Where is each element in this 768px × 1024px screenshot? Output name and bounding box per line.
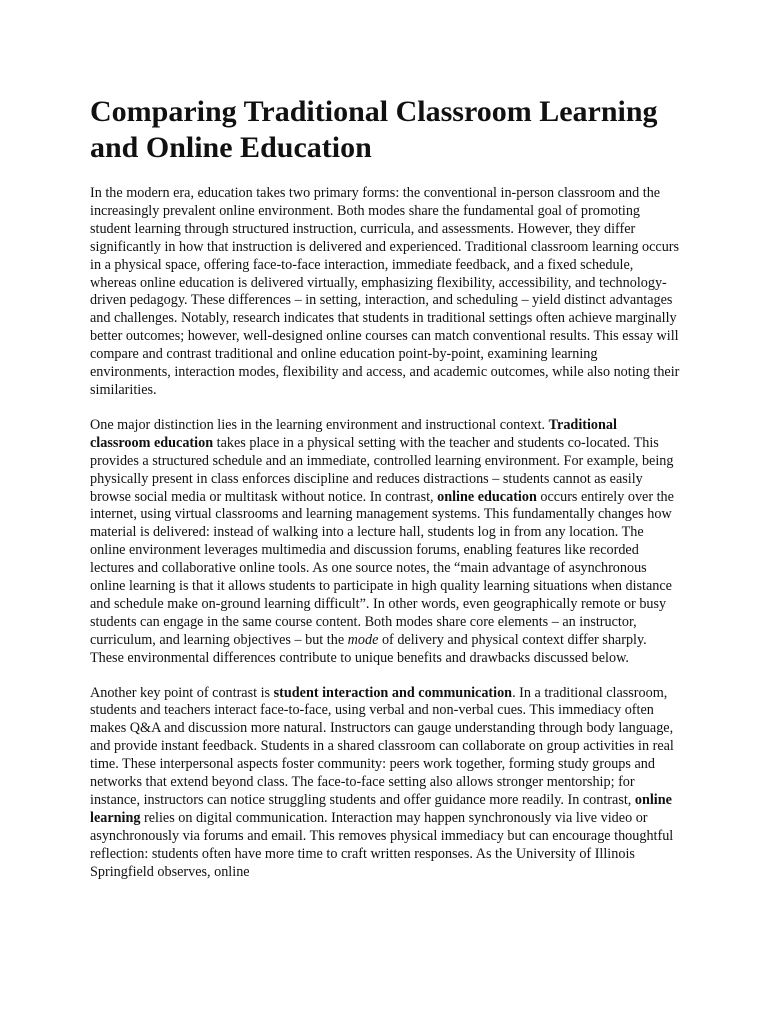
paragraph-intro	[90, 185, 680, 400]
paragraph-text: takes place in a physical setting with the teacher and students co-located. This provides a structured schedule and an immediate, controlled learning environment. For example, being physically present in class enforces discipline and reduces distractions – students cannot as easily browse social media or multitask without notice. In contrast,	[90, 434, 674, 505]
paragraph-interaction	[90, 685, 680, 882]
intro-text: In the modern era, education takes two primary forms: the conventional in-person classroom and the increasingly prevalent online environment. Both modes share the fundamental goal of promoting student learning through structured instruction, curricula, and assessments. However, they differ significantly in how that instruction is delivered and experienced. Traditional classroom learning occurs in a physical space, offering face-to-face interaction, immediate feedback, and a fixed schedule, whereas online education is delivered virtually, emphasizing flexibility, accessibility, and technology-driven pedagogy. These differences – in setting, interaction, and scheduling – yield distinct advantages and challenges. Notably, research indicates that students in traditional settings often achieve marginally better outcomes; however, well-designed online courses can match conventional results. This essay will compare and contrast traditional and online education point-by-point, examining learning environments, interaction modes, flexibility and access, and academic outcomes, while also noting their similarities.	[90, 185, 680, 398]
paragraph-text: of delivery and physical context differ sharply. These environmental differences contribute to unique benefits and drawbacks discussed below.	[90, 631, 647, 666]
emphasis-traditional-classroom-education: Traditional classroom education	[90, 416, 617, 451]
emphasis-online-education: online education	[437, 488, 537, 505]
emphasis-online-learning: online learning	[90, 792, 672, 826]
paragraph-text: relies on digital communication. Interaction may happen synchronously via live video or asynchronously via forums and email. This removes physical immediacy but can encourage thoughtful reflection: students often have more time to craft written responses. As the University of Illinois Springfield observes, online	[90, 809, 674, 880]
paragraph-learning-environment	[90, 417, 680, 668]
paragraph-text: . In a traditional classroom, students and teachers interact face-to-face, using verbal and non-verbal cues. This immediacy often makes Q&A and discussion more natural. Instructors can gauge understanding through body language, and provide instant feedback. Students in a shared classroom can collaborate on group activities in real time. These interpersonal aspects foster community: peers work together, forming study groups and networks that extend beyond class. The face-to-face setting also allows stronger mentorship; for instance, instructors can notice struggling students and offer guidance more readily. In contrast,	[90, 684, 674, 808]
emphasis-student-interaction: student interaction and communication	[273, 684, 513, 701]
document-page	[90, 94, 680, 899]
emphasis-mode: mode	[347, 631, 379, 648]
paragraph-text: One major distinction lies in the learning environment and instructional context.	[90, 416, 549, 433]
paragraph-text: occurs entirely over the internet, using virtual classrooms and learning management systems. This fundamentally changes how material is delivered: instead of walking into a lecture hall, students log in from any location. The online environment leverages multimedia and discussion forums, enabling features like recorded lectures and collaborative online tools. As one source notes, the “main advantage of asynchronous online learning is that it allows students to participate in high quality learning situations when distance and schedule make on-ground learning difficult”. In other words, even geographically remote or busy students can engage in the same course content. Both modes share core elements – an instructor, curriculum, and learning objectives – but the	[90, 488, 674, 648]
document-title: Comparing Traditional Classroom Learning and Online Education	[90, 95, 658, 164]
paragraph-text: Another key point of contrast is	[90, 684, 274, 701]
